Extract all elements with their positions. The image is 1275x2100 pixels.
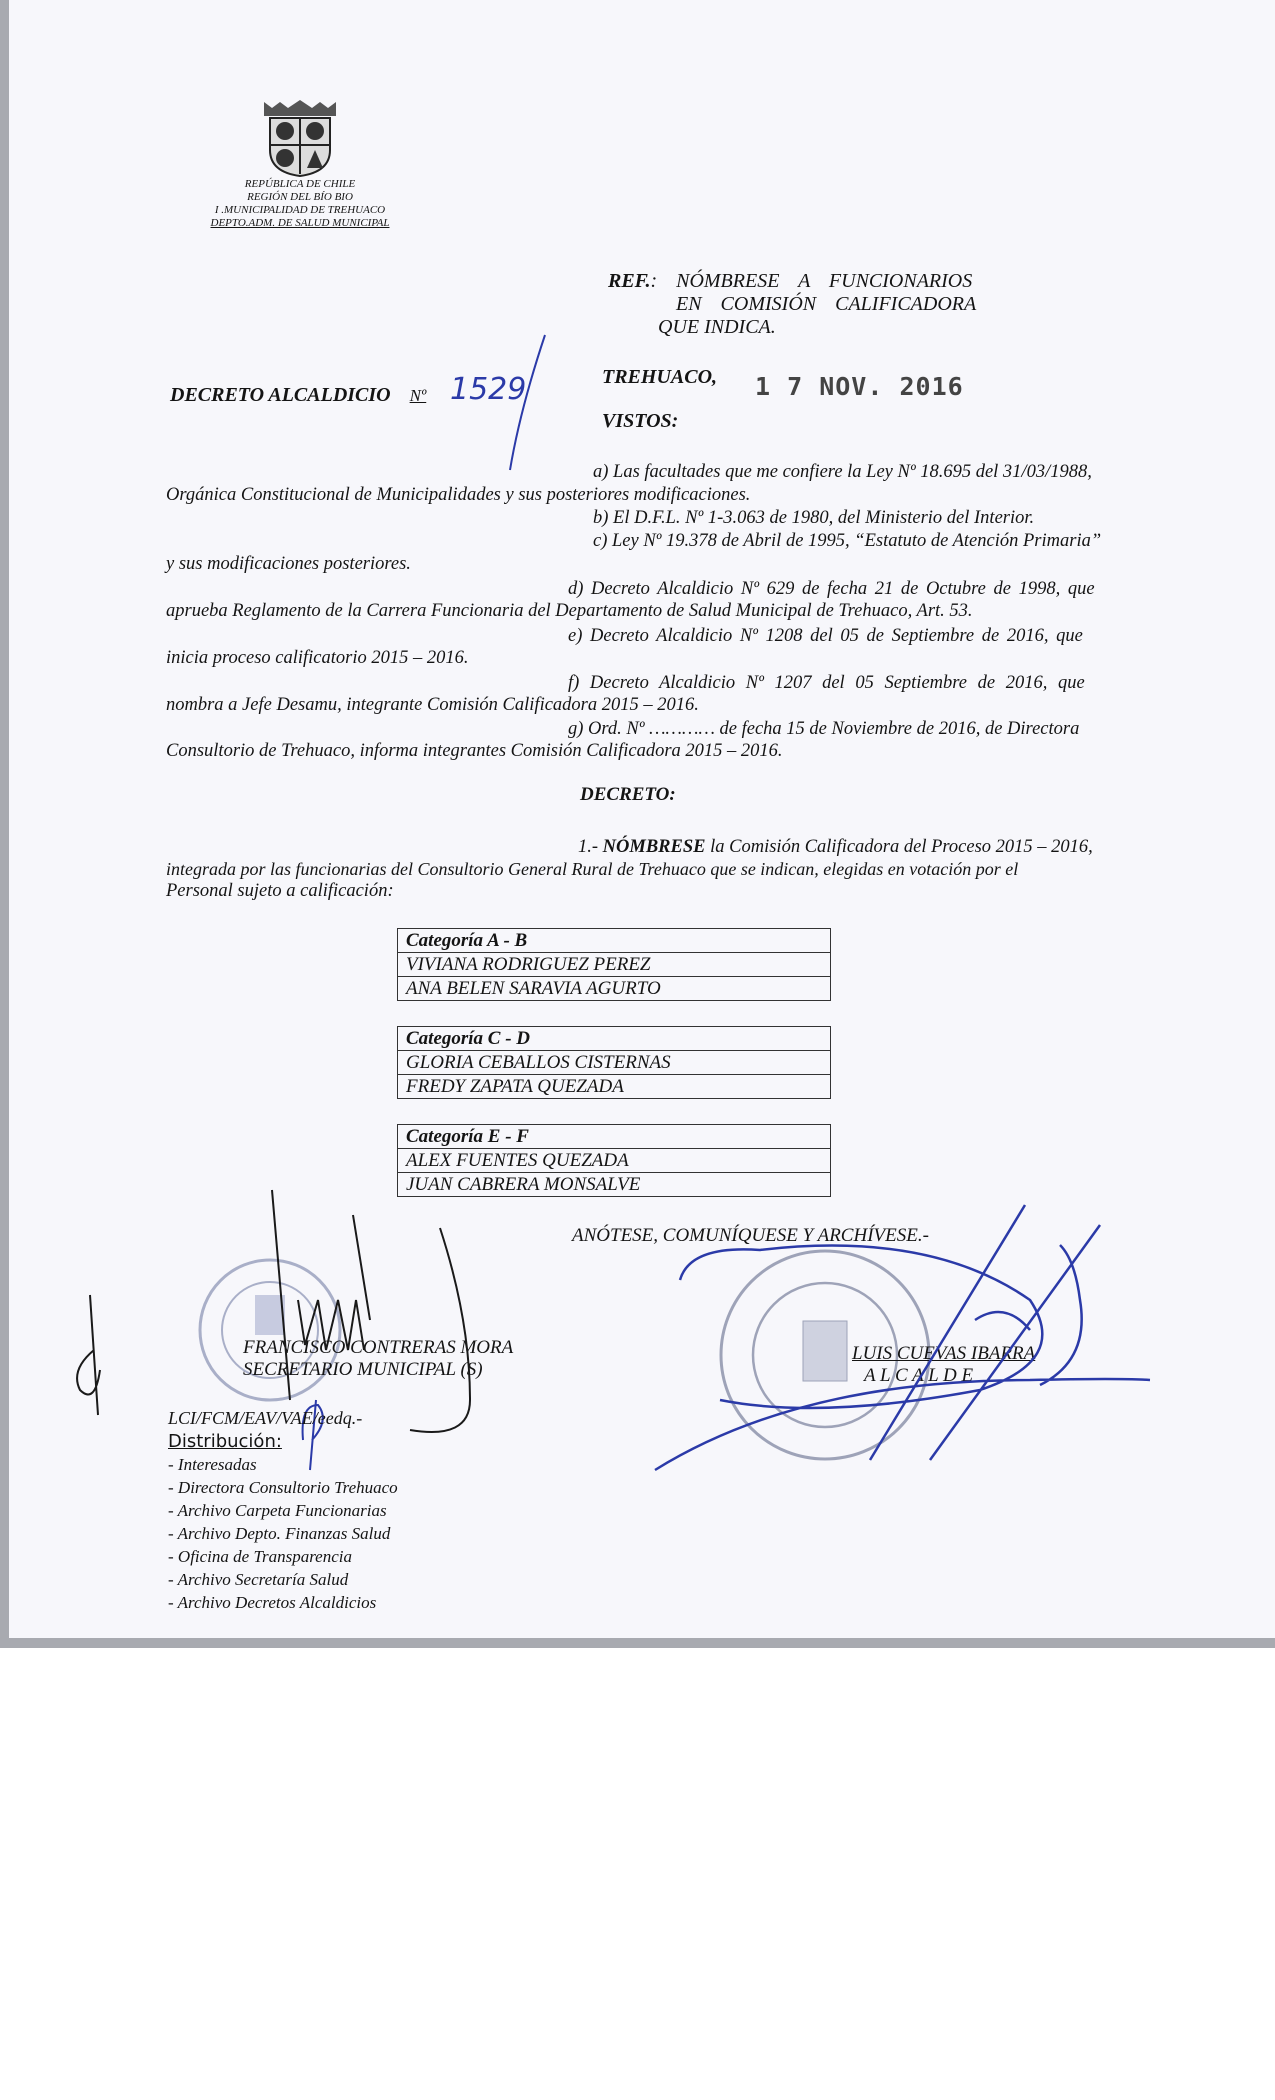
header-line: REPÚBLICA DE CHILE	[244, 178, 356, 190]
date-stamp: 1 7 NOV. 2016	[755, 372, 964, 401]
vistos-d-line1: d) Decreto Alcaldicio Nº 629 de fecha 21 de Octubre de 1998, que	[568, 579, 1095, 599]
decree-title-text: DECRETO ALCALDICIO	[170, 384, 391, 406]
vistos-g-line1: g) Ord. Nº ………… de fecha 15 de Noviembre de 2016, de Directora	[568, 719, 1080, 739]
vistos-c-line1: c) Ley Nº 19.378 de Abril de 1995, “Estatuto de Atención Primaria”	[593, 531, 1102, 551]
vistos-title: VISTOS:	[602, 410, 679, 432]
category-title: Categoría A - B	[398, 929, 831, 953]
header-line: I .MUNICIPALIDAD DE TREHUACO	[214, 204, 386, 216]
category-member: VIVIANA RODRIGUEZ PEREZ	[398, 953, 831, 977]
vistos-f-line1: f) Decreto Alcaldicio Nº 1207 del 05 Septiembre de 2016, que	[568, 673, 1085, 693]
distribution-item: - Archivo Depto. Finanzas Salud	[168, 1524, 391, 1543]
place: TREHUACO,	[602, 366, 718, 388]
decree-number-label: Nº	[409, 386, 427, 405]
distribution-item: - Oficina de Transparencia	[168, 1547, 352, 1566]
ref-label: REF.	[608, 270, 651, 292]
category-title: Categoría E - F	[398, 1125, 831, 1149]
decree-number-handwritten: 1529	[450, 372, 527, 407]
vistos-c-line2: y sus modificaciones posteriores.	[166, 554, 411, 574]
category-member: ANA BELEN SARAVIA AGURTO	[398, 977, 831, 1001]
vistos-f-line2: nombra a Jefe Desamu, integrante Comisión Calificadora 2015 – 2016.	[166, 695, 699, 715]
distribution-item: - Interesadas	[168, 1455, 257, 1474]
vistos-b-line1: b) El D.F.L. Nº 1-3.063 de 1980, del Ministerio del Interior.	[593, 508, 1035, 528]
decree-number-slash-stroke	[510, 335, 545, 470]
closing-formula: ANÓTESE, COMUNÍQUESE Y ARCHÍVESE.-	[572, 1225, 929, 1246]
distribution-item: - Archivo Decretos Alcaldicios	[168, 1593, 377, 1612]
initials-reference: LCI/FCM/EAV/VAE/eedq.-	[168, 1408, 363, 1428]
distribution-item: - Directora Consultorio Trehuaco	[168, 1478, 398, 1497]
category-member: ALEX FUENTES QUEZADA	[398, 1149, 831, 1173]
distribution-item: - Archivo Secretaría Salud	[168, 1570, 349, 1589]
vistos-a-line2: Orgánica Constitucional de Municipalidades y sus posteriores modificaciones.	[166, 485, 751, 505]
category-title: Categoría C - D	[398, 1027, 831, 1051]
secretary-role: SECRETARIO MUNICIPAL (S)	[243, 1359, 483, 1380]
vistos-d-line2: aprueba Reglamento de la Carrera Funcionaria del Departamento de Salud Municipal de Trehuaco, Art. 53.	[166, 601, 973, 621]
decreto-title: DECRETO:	[580, 784, 676, 805]
category-member: FREDY ZAPATA QUEZADA	[398, 1075, 831, 1099]
ref-line: EN COMISIÓN CALIFICADORA	[676, 293, 977, 315]
ref-line: : NÓMBRESE A FUNCIONARIOS	[650, 270, 973, 292]
article-1-prefix: 1.-	[578, 837, 603, 857]
initials-stroke	[77, 1295, 100, 1415]
category-member: GLORIA CEBALLOS CISTERNAS	[398, 1051, 831, 1075]
article-1-rest: la Comisión Calificadora del Proceso 2015 – 2016,	[705, 837, 1093, 857]
secretary-name: FRANCISCO CONTRERAS MORA	[243, 1337, 514, 1358]
mayor-role: A L C A L D E	[864, 1365, 974, 1386]
vistos-a-line1: a) Las facultades que me confiere la Ley Nº 18.695 del 31/03/1988,	[593, 462, 1092, 482]
mayor-name: LUIS CUEVAS IBARRA	[852, 1343, 1036, 1364]
distribution-list	[168, 1431, 398, 1614]
distribution-item: - Archivo Carpeta Funcionarias	[168, 1501, 387, 1520]
vistos-e-line2: inicia proceso calificatorio 2015 – 2016.	[166, 648, 469, 668]
secretary-signature-stroke	[272, 1190, 470, 1432]
header-line: DEPTO.ADM. DE SALUD MUNICIPAL	[210, 217, 390, 229]
vistos-g-line2: Consultorio de Trehuaco, informa integrantes Comisión Calificadora 2015 – 2016.	[166, 741, 783, 761]
vistos-e-line1: e) Decreto Alcaldicio Nº 1208 del 05 de Septiembre de 2016, que	[568, 626, 1083, 646]
category-member: JUAN CABRERA MONSALVE	[398, 1173, 831, 1197]
header-line: REGIÓN DEL BÍO BIO	[247, 191, 353, 203]
article-1-verb: NÓMBRESE	[602, 837, 706, 857]
distribution-title: Distribución:	[168, 1431, 282, 1452]
article-1-line3: Personal sujeto a calificación:	[166, 881, 394, 901]
article-1-line2: integrada por las funcionarias del Consultorio General Rural de Trehuaco que se indican, elegidas en votación por el	[166, 859, 1019, 879]
ref-line: QUE INDICA.	[658, 316, 776, 338]
mayor-signature-stroke	[655, 1205, 1150, 1470]
